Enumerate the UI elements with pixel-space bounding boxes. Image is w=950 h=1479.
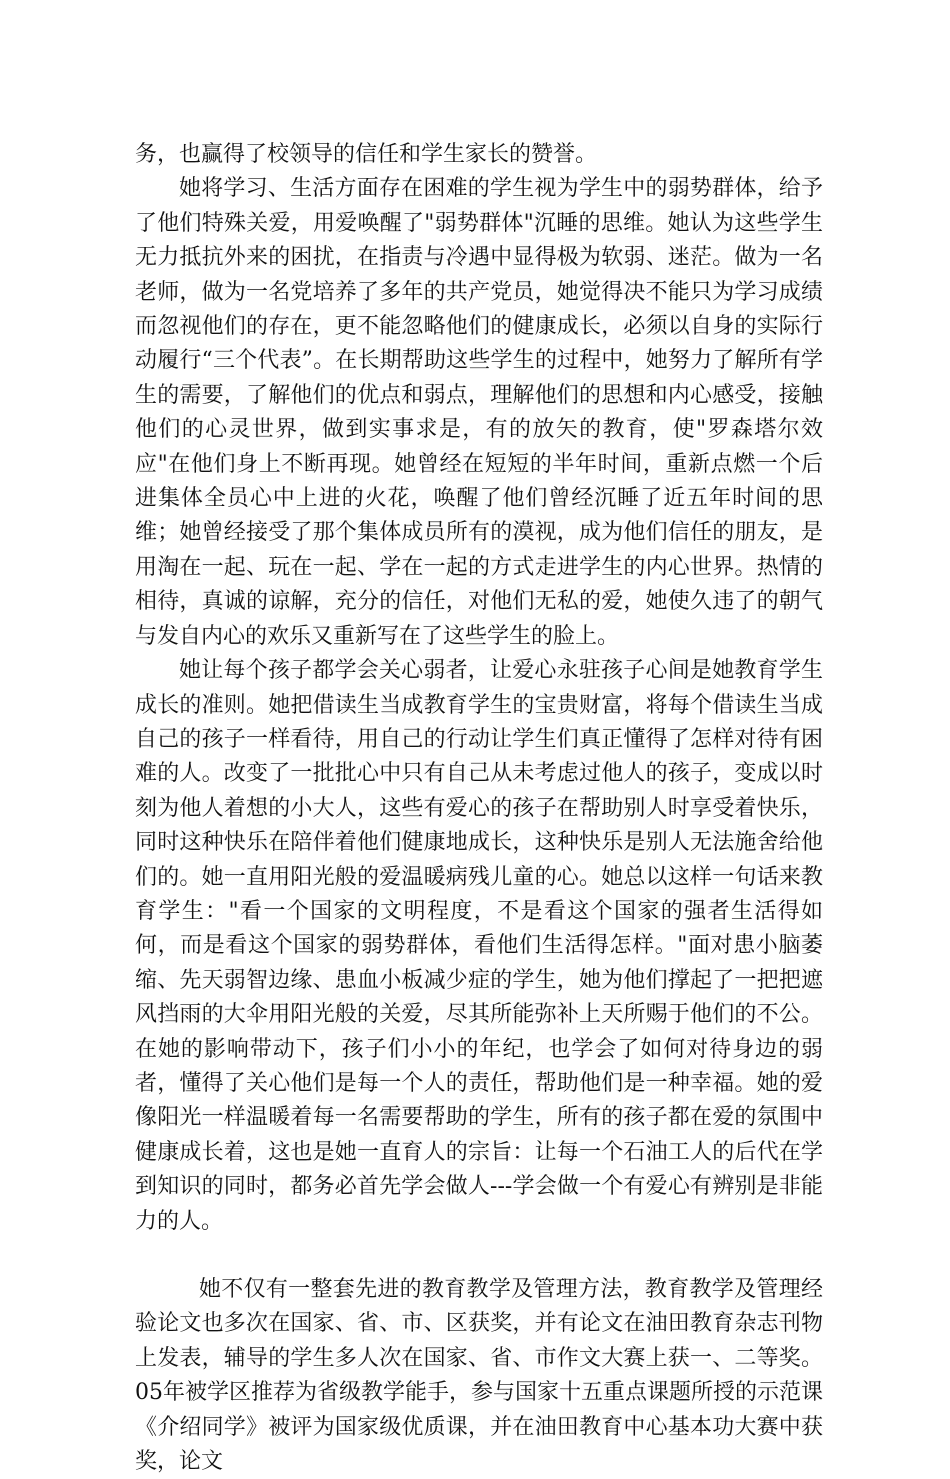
paragraph-achievements: 她不仅有一整套先进的教育教学及管理方法，教育教学及管理经验论文也多次在国家、省、市、区获奖，并有论文在油田教育杂志刊物上发表，辅导的学生多人次在国家、省、市作文大赛上获一、二等奖。05年被学区推荐为省级教学能手，参与国家十五重点课题所授的示范课《介绍同学》被评为国家级优质课，并在油田教育中心基本功大赛中获奖，论文 — [135, 1277, 823, 1475]
paragraph-care-for-weak: 她让每个孩子都学会关心弱者，让爱心永驻孩子心间是她教育学生成长的准则。她把借读生当成教育学生的宝贵财富，将每个借读生当成自己的孩子一样看待，用自己的行动让学生们真正懂得了怎样对待有困难的人。改变了一批批心中只有自己从未考虑过他人的孩子，变成以时刻为他人着想的小大人，这些有爱心的孩子在帮助别人时享受着快乐，同时这种快乐在陪伴着他们健康地成长，这种快乐是别人无法施舍给他们的。她一直用阳光般的爱温暖病残儿童的心。她总以这样一句话来教育学生："看一个国家的文明程度，不是看这个国家的强者生活得如何，而是看这个国家的弱势群体，看他们生活得怎样。"面对患小脑萎缩、先天弱智边缘、患血小板减少症的学生，她为他们撑起了一把把遮风挡雨的大伞用阳光般的关爱，尽其所能弥补上天所赐于他们的不公。在她的影响带动下，孩子们小小的年纪，也学会了如何对待身边的弱者，懂得了关心他们是每一个人的责任，帮助他们是一种幸福。她的爱像阳光一样温暖着每一名需要帮助的学生，所有的孩子都在爱的氛围中健康成长着，这也是她一直育人的宗旨：让每一个石油工人的后代在学到知识的同时，都务必首先学会做人---学会做一个有爱心有辨别是非能力的人。 — [135, 658, 823, 1234]
paragraph-gap — [135, 1239, 823, 1273]
paragraph-continuation: 务，也赢得了校领导的信任和学生家长的赞誉。 — [135, 142, 598, 167]
document-page — [135, 138, 823, 1479]
paragraph-vulnerable-group: 她将学习、生活方面存在困难的学生视为学生中的弱势群体，给予了他们特殊关爱，用爱唤醒了"弱势群体"沉睡的思维。她认为这些学生无力抵抗外来的困扰，在指责与冷遇中显得极为软弱、迷茫。做为一名老师，做为一名党培养了多年的共产党员，她觉得决不能只为学习成绩而忽视他们的存在，更不能忽略他们的健康成长，必须以自身的实际行动履行“三个代表”。在长期帮助这些学生的过程中，她努力了解所有学生的需要，了解他们的优点和弱点，理解他们的思想和内心感受，接触他们的心灵世界，做到实事求是，有的放矢的教育，使"罗森塔尔效应"在他们身上不断再现。她曾经在短短的半年时间，重新点燃一个后进集体全员心中上进的火花，唤醒了他们曾经沉睡了近五年时间的思维；她曾经接受了那个集体成员所有的漠视，成为他们信任的朋友，是用淘在一起、玩在一起、学在一起的方式走进学生的内心世界。热情的相待，真诚的谅解，充分的信任，对他们无私的爱，她使久违了的朝气与发自内心的欢乐又重新写在了这些学生的脸上。 — [135, 176, 823, 649]
